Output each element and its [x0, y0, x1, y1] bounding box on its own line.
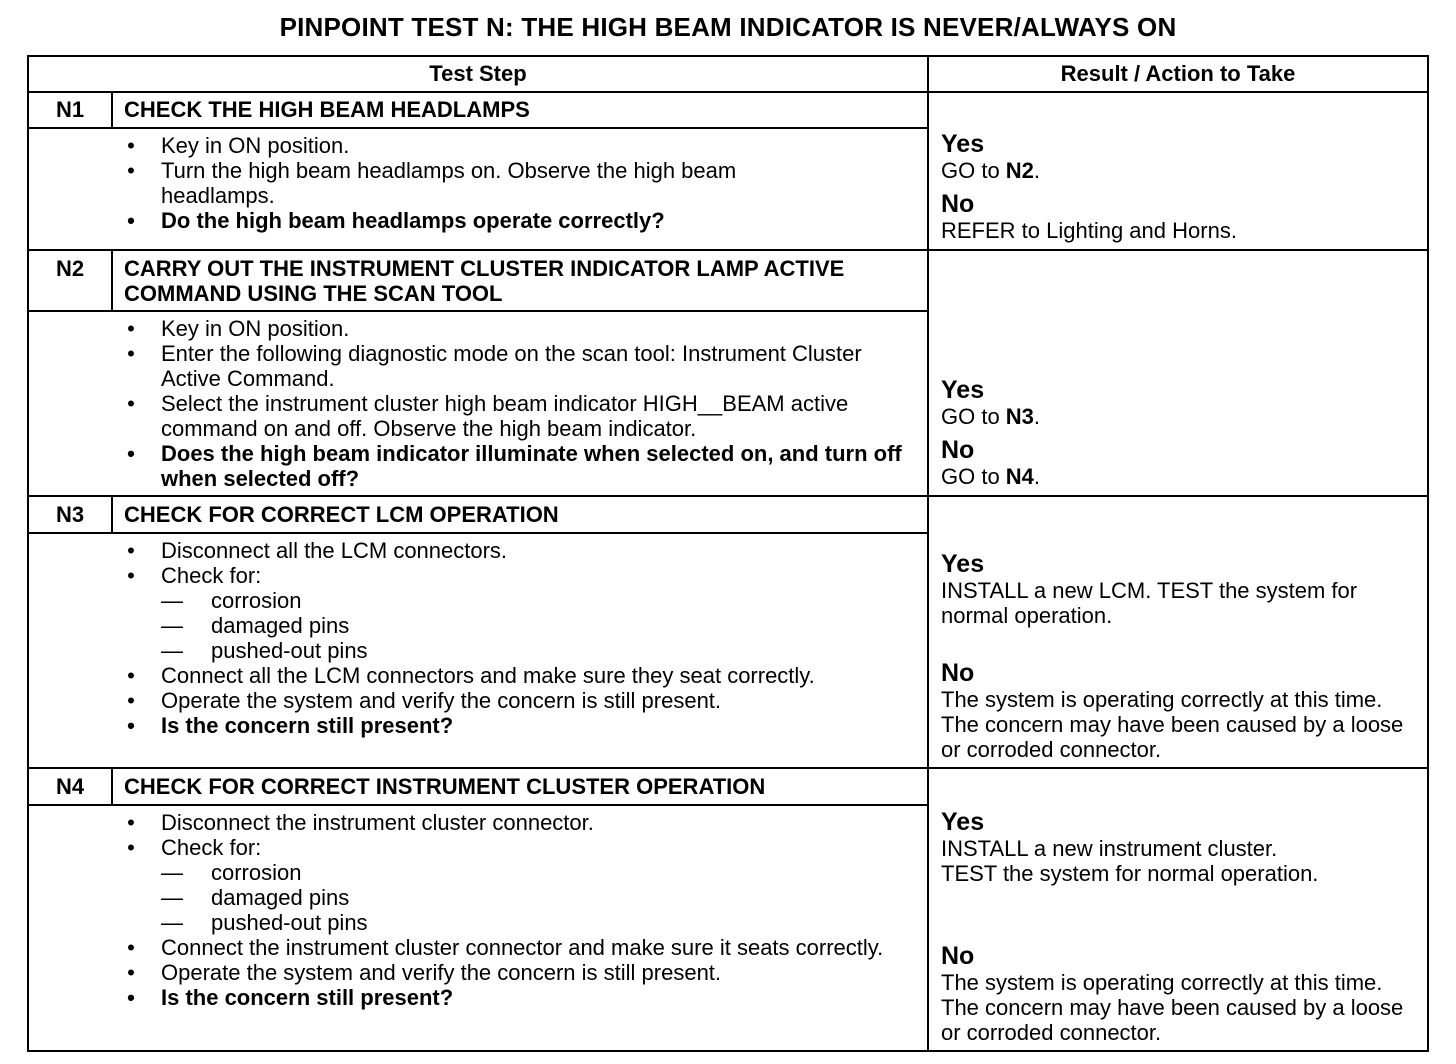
n1-title-rule — [29, 127, 927, 129]
result-yes-text: INSTALL a new LCM. TEST the system for normal operation. — [941, 578, 1358, 628]
list-item: • Disconnect the instrument cluster connector. — [127, 810, 594, 835]
list-item-question: • Is the concern still present? — [127, 713, 454, 738]
list-item: • Operate the system and verify the concern is still present. — [127, 960, 722, 985]
step-body-n3 — [124, 538, 924, 738]
result-n3 — [941, 551, 1425, 762]
pinpoint-test-table — [27, 55, 1429, 1052]
sub-item: — corrosion — [161, 860, 302, 885]
result-yes-label: Yes — [941, 130, 985, 158]
list-item: • Select the instrument cluster high beam indicator HIGH__BEAM active command on and off. Observe the high beam indicator. — [127, 391, 849, 441]
result-no-text: The system is operating correctly at this time. The concern may have been caused by a loose or corroded connector. — [941, 970, 1404, 1045]
page-title: PINPOINT TEST N: THE HIGH BEAM INDICATOR IS NEVER/ALWAYS ON — [279, 12, 1177, 42]
n4-title-rule — [29, 804, 927, 806]
n3-end-rule — [29, 767, 1427, 769]
list-item: • Operate the system and verify the concern is still present. — [127, 688, 722, 713]
result-n4 — [941, 809, 1425, 1045]
list-item: • Connect the instrument cluster connector and make sure it seats correctly. — [127, 935, 884, 960]
step-id-n1: N1 — [55, 97, 85, 122]
header-test-step: Test Step — [429, 61, 527, 86]
sub-item: — pushed-out pins — [161, 638, 368, 663]
step-id-n3: N3 — [55, 502, 85, 527]
divider-id-n2 — [111, 251, 113, 312]
result-n1 — [941, 131, 1425, 243]
step-title-n2: CARRY OUT THE INSTRUMENT CLUSTER INDICATOR LAMP ACTIVE COMMAND USING THE SCAN TOOL — [124, 256, 845, 306]
list-item: • Check for: — [127, 563, 262, 588]
list-item: • Key in ON position. — [127, 316, 350, 341]
result-yes-label: Yes — [941, 550, 985, 578]
divider-id-n4 — [111, 769, 113, 806]
result-yes-text: GO to N3. — [941, 404, 1041, 429]
result-no-label: No — [941, 659, 975, 687]
step-ref: N3 — [1005, 404, 1034, 429]
header-rule — [29, 91, 1427, 93]
result-no-label: No — [941, 436, 975, 464]
step-ref: N2 — [1005, 158, 1034, 183]
result-no-label: No — [941, 190, 975, 218]
result-yes-text-2: TEST the system for normal operation. — [941, 861, 1319, 886]
step-ref: N4 — [1005, 464, 1034, 489]
header-result: Result / Action to Take — [1060, 61, 1296, 86]
divider-step-result — [927, 57, 929, 1050]
n1-end-rule — [29, 249, 1427, 251]
result-no-text: REFER to Lighting and Horns. — [941, 218, 1237, 243]
list-item-question: • Is the concern still present? — [127, 985, 454, 1010]
sub-item: — corrosion — [161, 588, 302, 613]
step-id-n2: N2 — [55, 256, 85, 281]
step-body-n2 — [124, 316, 924, 491]
divider-id-n1 — [111, 92, 113, 129]
sub-item: — damaged pins — [161, 885, 350, 910]
list-item: • Key in ON position. — [127, 133, 350, 158]
result-yes-text: GO to N2. — [941, 158, 1041, 183]
result-no-text: GO to N4. — [941, 464, 1041, 489]
step-title-n3: CHECK FOR CORRECT LCM OPERATION — [124, 502, 559, 527]
result-no-text: The system is operating correctly at this time. The concern may have been caused by a loose or corroded connector. — [941, 687, 1404, 762]
step-body-n1 — [124, 133, 924, 233]
list-item: • Disconnect all the LCM connectors. — [127, 538, 508, 563]
list-item-question: • Do the high beam headlamps operate correctly? — [127, 208, 665, 233]
result-n2 — [941, 377, 1425, 489]
divider-id-n3 — [111, 497, 113, 534]
list-item: • Enter the following diagnostic mode on the scan tool: Instrument Cluster Active Command. — [127, 341, 862, 391]
step-id-n4: N4 — [55, 774, 85, 799]
n2-end-rule — [29, 495, 1427, 497]
result-yes-label: Yes — [941, 376, 985, 404]
step-title-n1: CHECK THE HIGH BEAM HEADLAMPS — [124, 97, 530, 122]
list-item: • Turn the high beam headlamps on. Observe the high beam headlamps. — [127, 158, 737, 208]
result-yes-text-1: INSTALL a new instrument cluster. — [941, 836, 1278, 861]
result-yes-label: Yes — [941, 808, 985, 836]
list-item-question: • Does the high beam indicator illuminate when selected on, and turn off when selected off? — [127, 441, 902, 491]
n2-title-rule — [29, 310, 927, 312]
sub-item: — pushed-out pins — [161, 910, 368, 935]
sub-item: — damaged pins — [161, 613, 350, 638]
step-title-n4: CHECK FOR CORRECT INSTRUMENT CLUSTER OPERATION — [124, 774, 766, 799]
list-item: • Check for: — [127, 835, 262, 860]
result-no-label: No — [941, 942, 975, 970]
n3-title-rule — [29, 532, 927, 534]
step-body-n4 — [124, 810, 924, 1010]
list-item: • Connect all the LCM connectors and make sure they seat correctly. — [127, 663, 815, 688]
